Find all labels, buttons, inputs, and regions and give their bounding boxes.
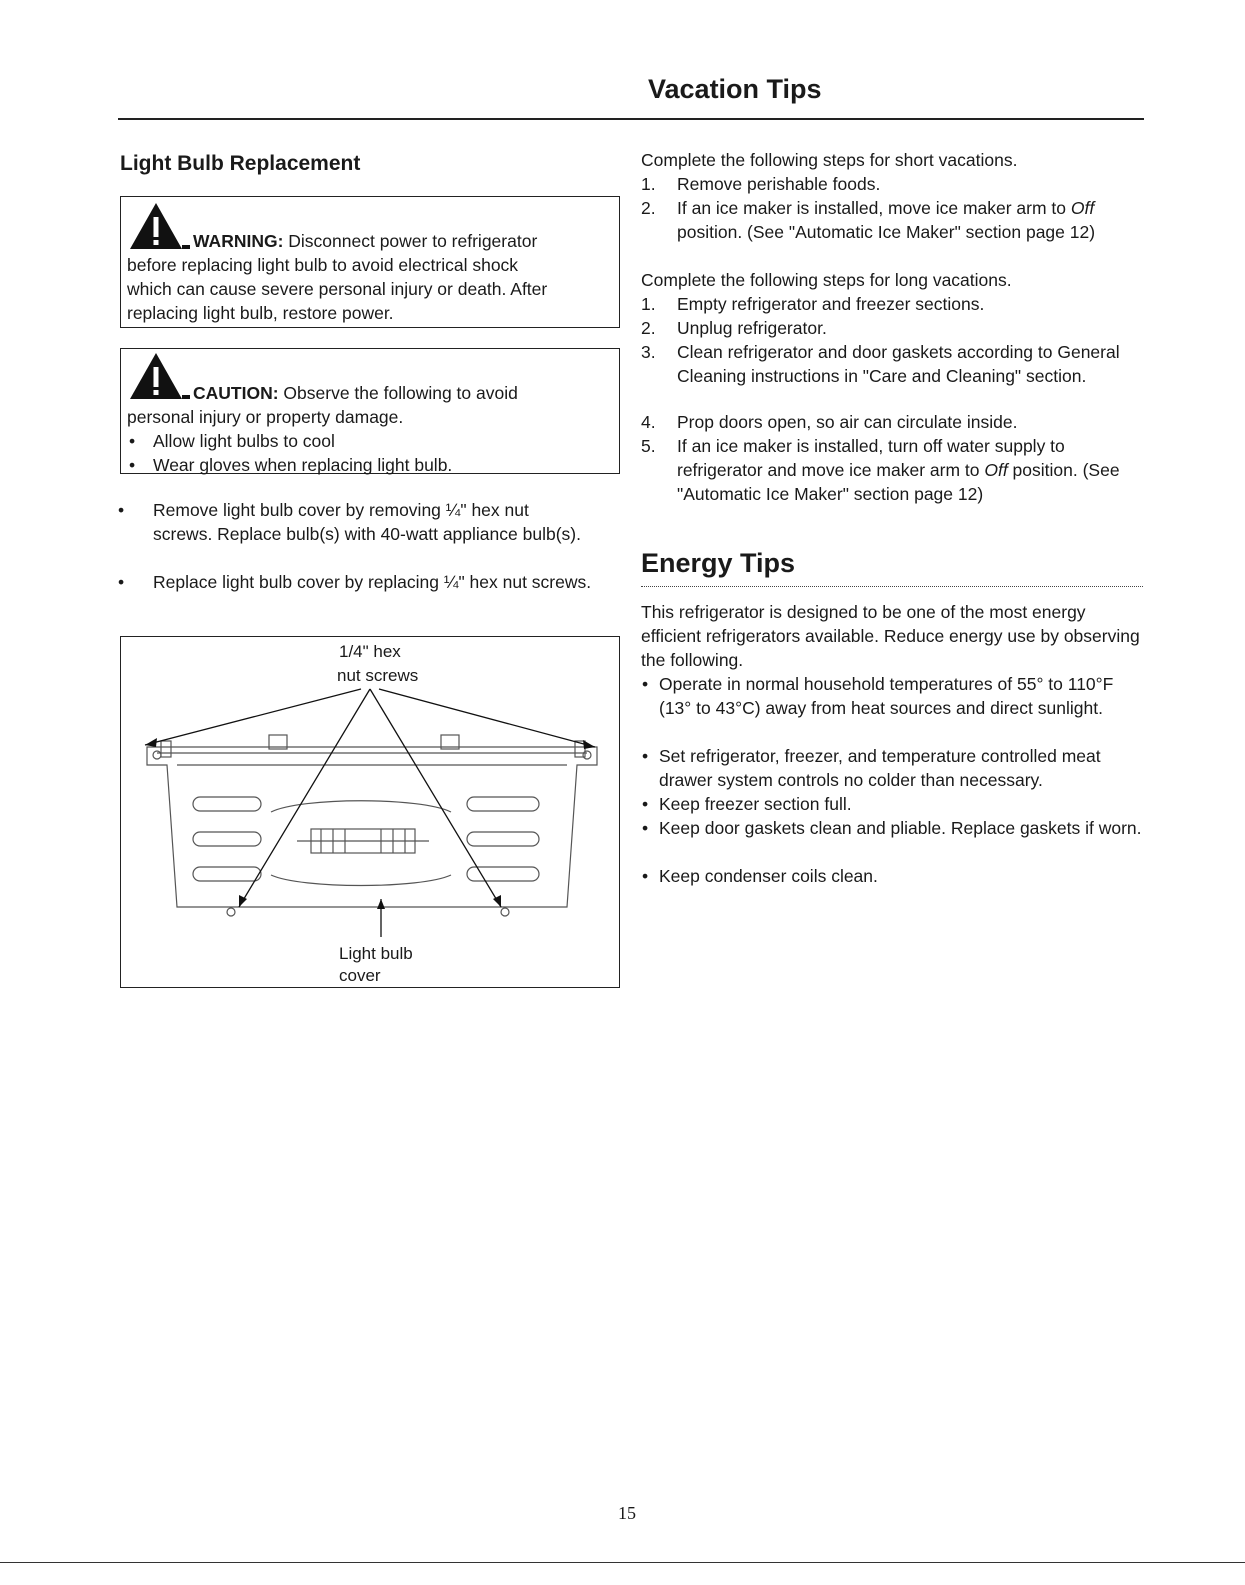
diagram-label-bulb-cover-2: cover <box>339 966 381 985</box>
light-bulb-step: Replace light bulb cover by replacing ¼" hex nut screws. <box>153 572 592 592</box>
bullet-icon: • <box>642 674 649 694</box>
warning-line: replacing light bulb, restore power. <box>127 303 394 323</box>
step-number: 2. <box>641 318 656 338</box>
step-number: 1. <box>641 174 656 194</box>
energy-intro: This refrigerator is designed to be one of the most energy efficient refrigerators available. Reduce energy use by observing the following. <box>641 602 1140 670</box>
diagram-label-hex-nut-2: nut screws <box>337 666 419 685</box>
bullet-icon: • <box>118 500 125 520</box>
energy-tip: Keep freezer section full. <box>659 794 852 814</box>
warning-line: before replacing light bulb to avoid electrical shock <box>127 255 519 275</box>
long-vacation-step: Clean refrigerator and door gaskets according to General Cleaning instructions in "Care and Cleaning" section. <box>677 342 1120 386</box>
energy-tips-rule <box>641 586 1143 587</box>
step-number: 1. <box>641 294 656 314</box>
caution-bullet: Allow light bulbs to cool <box>153 431 335 451</box>
bullet-icon: • <box>642 794 649 814</box>
caution-line: personal injury or property damage. <box>127 407 404 427</box>
step-emphasis: Off <box>1070 198 1095 218</box>
step-text: position. (See "Automatic Ice Maker" section page 12) <box>677 460 1120 504</box>
warning-lead <box>193 229 537 253</box>
light-bulb-step: Remove light bulb cover by removing ¼" hex nut screws. Replace bulb(s) with 40-watt appliance bulb(s). <box>153 500 581 544</box>
warning-label: WARNING: <box>193 231 284 251</box>
header-rule <box>118 118 1144 120</box>
bullet-icon: • <box>129 455 136 475</box>
caution-lead-text: Observe the following to avoid <box>278 383 518 403</box>
page-number: 15 <box>618 1503 636 1523</box>
diagram-label-hex-nut-1: 1/4" hex <box>339 642 401 661</box>
footer-rule <box>0 1562 1245 1563</box>
step-text: If an ice maker is installed, turn off water supply to refrigerator and move ice maker arm to <box>677 436 1065 480</box>
light-bulb-diagram <box>120 636 620 988</box>
long-vacation-step: Prop doors open, so air can circulate inside. <box>677 412 1018 432</box>
caution-triangle-icon <box>128 351 190 401</box>
energy-tip: Set refrigerator, freezer, and temperature controlled meat drawer system controls no colder than necessary. <box>659 746 1101 790</box>
step-text: If an ice maker is installed, move ice maker arm to <box>677 198 1071 218</box>
long-vacation-step: Empty refrigerator and freezer sections. <box>677 294 985 314</box>
light-bulb-cover-illustration <box>121 637 618 986</box>
caution-bullet: Wear gloves when replacing light bulb. <box>153 455 453 475</box>
short-vacation-step <box>677 196 1147 244</box>
bullet-icon: • <box>642 866 649 886</box>
warning-line: which can cause severe personal injury or death. After <box>127 279 548 299</box>
short-vacation-intro: Complete the following steps for short vacations. <box>641 150 1018 170</box>
light-bulb-section-title: Light Bulb Replacement <box>120 152 361 175</box>
long-vacation-step: Unplug refrigerator. <box>677 318 827 338</box>
long-vacation-intro: Complete the following steps for long vacations. <box>641 270 1012 290</box>
step-number: 3. <box>641 342 656 362</box>
step-number: 5. <box>641 436 656 456</box>
long-vacation-step <box>677 434 1147 506</box>
step-text: position. (See "Automatic Ice Maker" section page 12) <box>677 222 1096 242</box>
short-vacation-step: Remove perishable foods. <box>677 174 881 194</box>
warning-box <box>120 196 620 328</box>
warning-lead-text: Disconnect power to refrigerator <box>283 231 538 251</box>
warning-triangle-icon <box>128 201 190 251</box>
bullet-icon: • <box>129 431 136 451</box>
bullet-icon: • <box>642 818 649 838</box>
energy-tips-title: Energy Tips <box>641 548 796 578</box>
step-number: 2. <box>641 198 656 218</box>
bullet-icon: • <box>118 572 125 592</box>
energy-tip: Keep condenser coils clean. <box>659 866 878 886</box>
page-title: Vacation Tips <box>648 74 822 104</box>
step-number: 4. <box>641 412 656 432</box>
diagram-label-bulb-cover-1: Light bulb <box>339 944 413 963</box>
bullet-icon: • <box>642 746 649 766</box>
caution-label: CAUTION: <box>193 383 279 403</box>
energy-tip: Operate in normal household temperatures of 55° to 110°F (13° to 43°C) away from heat sources and direct sunlight. <box>659 674 1114 718</box>
step-emphasis: Off <box>984 460 1008 480</box>
caution-box <box>120 348 620 474</box>
energy-tip: Keep door gaskets clean and pliable. Replace gaskets if worn. <box>659 818 1142 838</box>
caution-lead <box>193 381 518 405</box>
